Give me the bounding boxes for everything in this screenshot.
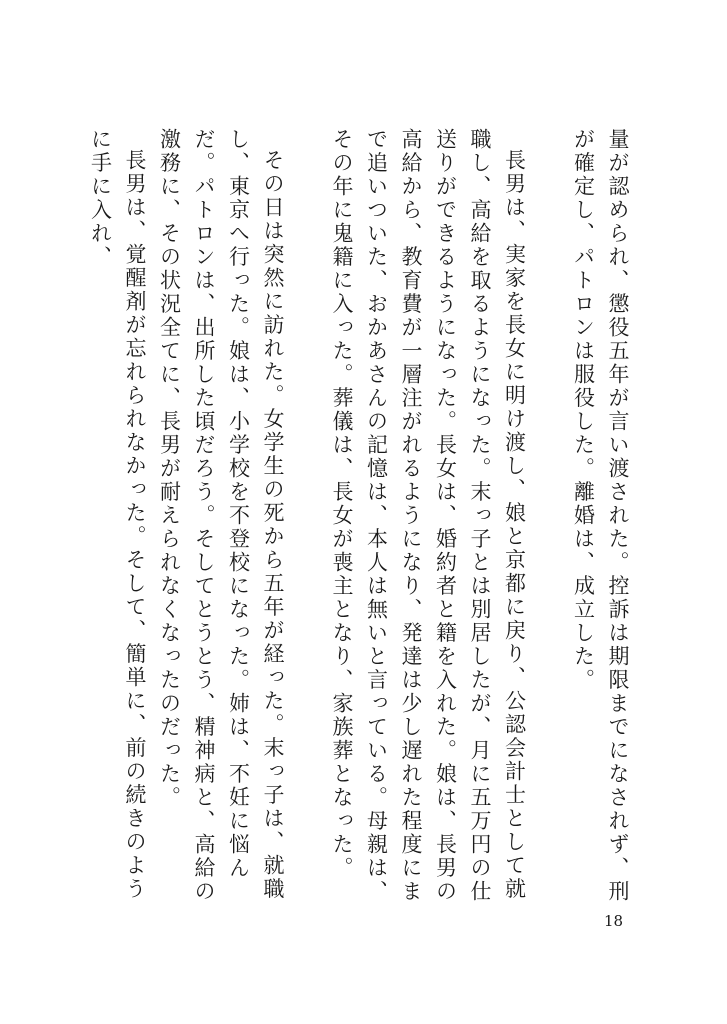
page-number: 18 xyxy=(604,912,624,930)
paragraph-gap xyxy=(532,128,567,918)
paragraph-3: その日は突然に訪れた。女学生の死から五年が経った。末っ子は、就職し、東京へ行った。娘は、小学校を不登校になった。姉は、不妊に悩んだ。パトロンは、出所した頃だろう。そしてとうとう、精神病と、高給の激務に、その状況全てに、長男が耐えられなくなったのだった。 xyxy=(157,128,285,904)
paragraph-1: 量が認められ、懲役五年が言い渡された。控訴は期限までになされず、刑が確定し、パトロンは服役した。離婚は、成立した。 xyxy=(571,128,630,904)
paragraph-2: 長男は、実家を長女に明け渡し、娘と京都に戻り、公認会計士として就職し、高給を取るようになった。末っ子とは別居したが、月に五万円の仕送りができるようになった。長女は、婚約者と籍を入れた。娘は、長男の高給から、教育費が一層注がれるようになり、発達は少し遅れた程度にまで追いついた、おかあさんの記憶は、本人は無いと言っている。母親は、その年に鬼籍に入った。葬儀は、長女が喪主となり、家族葬となった。 xyxy=(330,128,527,904)
vertical-body-text xyxy=(83,128,635,918)
paragraph-4: 長男は、覚醒剤が忘れられなかった。そして、簡単に、前の続きのように手に入れ、 xyxy=(88,128,147,901)
paragraph-gap xyxy=(290,128,325,918)
